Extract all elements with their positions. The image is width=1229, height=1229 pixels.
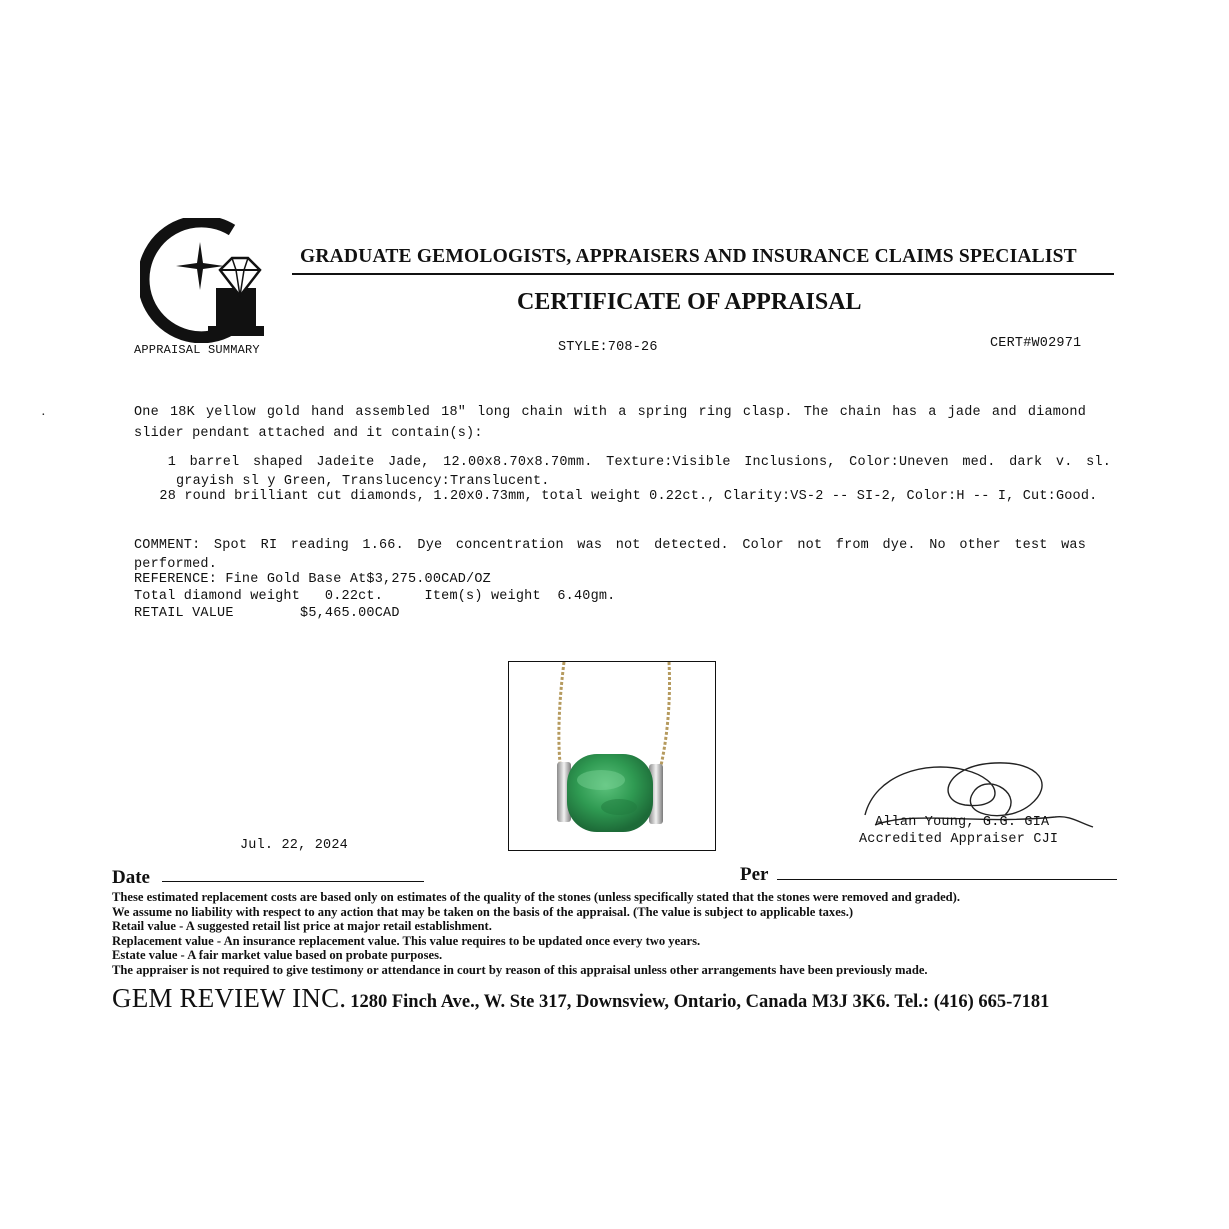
list-item: [150, 453, 1111, 491]
weight-line: Total diamond weight 0.22ct. Item(s) weight 6.40gm.: [134, 589, 616, 604]
disclaimer-block: [112, 890, 960, 978]
appraiser-title: Accredited Appraiser CJI: [859, 832, 1059, 847]
list-item: [150, 487, 1111, 506]
item-quantity: 28: [159, 489, 176, 504]
footer: [112, 983, 1049, 1014]
per-rule: [777, 879, 1117, 880]
jade-pendant-image: [509, 662, 715, 850]
company-address: 1280 Finch Ave., W. Ste 317, Downsview, Ontario, Canada M3J 3K6. Tel.: (416) 665-7181: [350, 992, 1050, 1012]
item-text: barrel shaped Jadeite Jade, 12.00x8.70x8.70mm. Texture:Visible Inclusions, Color:Uneven med. dark v. sl. grayish sl y Green, Translucency:Translucent.: [176, 455, 1111, 489]
disclaimer-line: These estimated replacement costs are based only on estimates of the quality of the stones (unless specifically stated that the stones were removed and graded).: [112, 890, 961, 904]
disclaimer-line: Retail value - A suggested retail list price at major retail establishment.: [112, 919, 492, 934]
company-name: GEM REVIEW INC.: [112, 983, 347, 1013]
reference-line: REFERENCE: Fine Gold Base At$3,275.00CAD/OZ: [134, 572, 491, 587]
date-rule: [162, 881, 424, 882]
comment-text: COMMENT: Spot RI reading 1.66. Dye concentration was not detected. Color not from dye. No other test was performed.: [134, 538, 1086, 572]
per-label: Per: [740, 864, 769, 885]
item-text: round brilliant cut diamonds, 1.20x0.73mm, total weight 0.22ct., Clarity:VS-2 -- SI-2, Color:H -- I, Cut:Good.: [184, 489, 1098, 504]
disclaimer-line: We assume no liability with respect to any action that may be taken on the basis of the appraisal. (The value is subject to applicable taxes.): [112, 904, 854, 919]
product-photo: [508, 661, 716, 851]
certificate-number: CERT#W02971: [990, 336, 1082, 351]
item-description: One 18K yellow gold hand assembled 18" long chain with a spring ring clasp. The chain has a jade and diamond slider pendant attached and it contain(s):: [134, 405, 1086, 441]
appraisal-date: Jul. 22, 2024: [240, 838, 348, 853]
disclaimer-line: Estate value - A fair market value based on probate purposes.: [112, 948, 443, 963]
disclaimer-line: The appraiser is not required to give testimony or attendance in court by reason of this appraisal unless other arrangements have been previously made.: [112, 962, 928, 977]
org-header-line: GRADUATE GEMOLOGISTS, APPRAISERS AND INSURANCE CLAIMS SPECIALIST: [300, 246, 1077, 267]
style-number: STYLE:708-26: [558, 340, 658, 355]
item-quantity: 1: [167, 455, 176, 470]
stray-mark: ·: [41, 408, 46, 423]
date-label: Date: [112, 867, 150, 888]
disclaimer-line: Replacement value - An insurance replacement value. This value requires to be updated once every two years.: [112, 933, 701, 948]
header-rule: [292, 273, 1114, 275]
appraisal-summary-label: APPRAISAL SUMMARY: [134, 343, 260, 357]
gem-logo-icon: [140, 218, 270, 343]
retail-value: RETAIL VALUE $5,465.00CAD: [134, 606, 400, 621]
page-title: CERTIFICATE OF APPRAISAL: [517, 289, 862, 315]
appraiser-name: Allan Young, G.G. GIA: [875, 815, 1050, 830]
